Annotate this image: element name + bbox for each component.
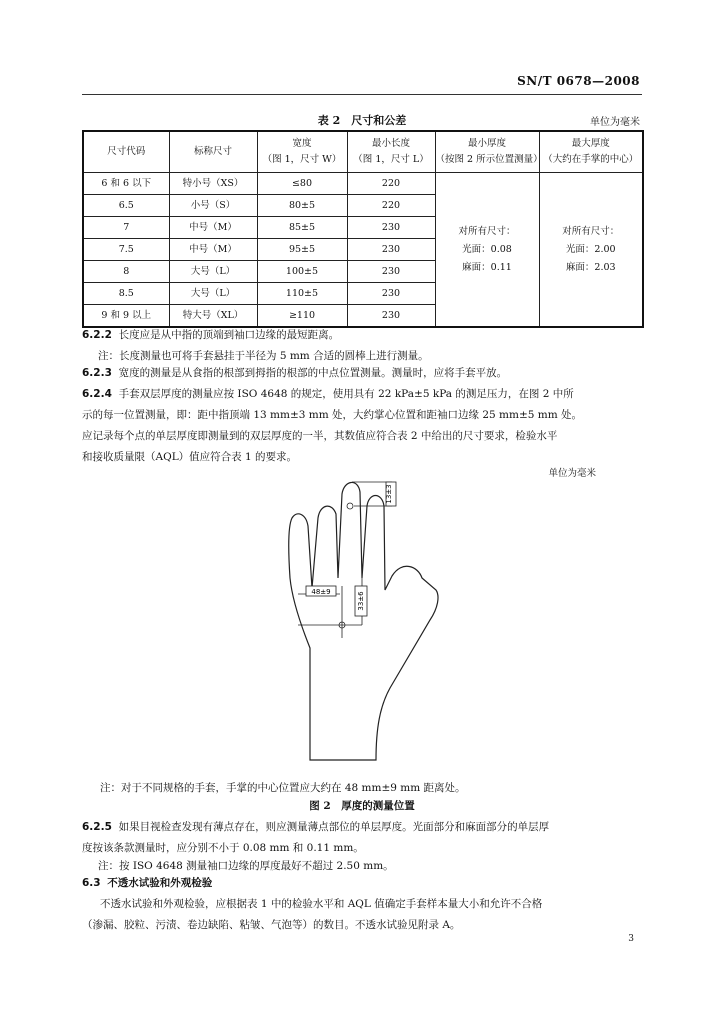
max-thickness-cell: 对所有尺寸： 光面：2.00 麻面：2.03 [539, 173, 643, 328]
header-rule [82, 94, 642, 95]
header-min-length: 最小长度 （图 1，尺寸 L） [347, 131, 435, 173]
label-13: 13±3 [385, 484, 393, 504]
clause-6-2-4-line2: 示的每一位置测量，即：距中指顶端 13 mm±3 mm 处，大约掌心位置和距袖口边缘 25 mm±5 mm 处。 [82, 409, 583, 421]
clause-6-2-4-line4: 和接收质量限（AQL）值应符合表 1 的要求。 [82, 451, 298, 463]
figure-note: 注：对于不同规格的手套，手掌的中心位置应大约在 48 mm±9 mm 距离处。 [100, 782, 466, 794]
clause-6-2-4-line1: 6.2.4 手套双层厚度的测量应按 ISO 4648 的规定，使用具有 22 kPa±5 kPa 的测足压力，在图 2 中所 [82, 388, 574, 400]
label-33: 33±6 [357, 591, 365, 611]
table-unit: 单位为毫米 [590, 117, 640, 128]
table-row: 9 和 9 以上 特大号（XL） ≥110 230 [83, 305, 643, 328]
header-size-code: 尺寸代码 [83, 131, 169, 173]
figure-caption: 图 2 厚度的测量位置 [309, 800, 415, 812]
clause-6-2-5-line1: 6.2.5 如果目视检查发现有薄点存在，则应测量薄点部位的单层厚度。光面部分和麻面部分的单层厚 [82, 821, 550, 833]
header-width: 宽度 （图 1，尺寸 W） [257, 131, 347, 173]
point-finger-tip [347, 503, 353, 509]
section-6-3-heading: 6.3 不透水试验和外观检验 [82, 877, 213, 889]
glove-outline [289, 482, 438, 760]
table-row: 7.5 中号（M） 95±5 230 [83, 239, 643, 261]
note-6-2-2: 注：长度测量也可将手套悬挂于半径为 5 mm 合适的圆棒上进行测量。 [98, 350, 429, 362]
page-number: 3 [628, 934, 634, 944]
table-row: 6 和 6 以下 特小号（XS） ≤80 220 对所有尺寸： 光面：0.08 麻面：0.11 对所有尺寸： 光面：2.00 麻面：2.03 [83, 173, 643, 195]
label-48: 48±9 [311, 588, 331, 596]
note-6-2-5: 注：按 ISO 4648 测量袖口边缘的厚度最好不超过 2.50 mm。 [98, 860, 394, 872]
header-min-thickness: 最小厚度 （按图 2 所示位置测量） [435, 131, 539, 173]
clause-6-2-5-line2: 度按该条款测量时，应分别不小于 0.08 mm 和 0.11 mm。 [82, 842, 364, 854]
clause-6-2-2: 6.2.2 长度应是从中指的顶端到袖口边缘的最短距离。 [82, 329, 340, 341]
header-nominal-size: 标称尺寸 [169, 131, 257, 173]
section-6-3-line1: 不透水试验和外观检验，应根据表 1 中的检验水平和 AQL 值确定手套样本量大小和允许不合格 [100, 898, 543, 910]
figure-unit: 单位为毫米 [548, 468, 596, 479]
clause-6-2-4-line3: 应记录每个点的单层厚度即测量到的双层厚度的一半，其数值应符合表 2 中给出的尺寸要求，检验水平 [82, 430, 558, 442]
document-code: SN/T 0678—2008 [517, 74, 640, 88]
table-row: 6.5 小号（S） 80±5 220 [83, 195, 643, 217]
glove-diagram [270, 478, 460, 768]
header-max-thickness: 最大厚度 （大约在手掌的中心） [539, 131, 643, 173]
section-6-3-line2: （渗漏、胶粒、污渍、卷边缺陷、粘皱、气泡等）的数目。不透水试验见附录 A。 [82, 919, 461, 931]
table-row: 8 大号（L） 100±5 230 [83, 261, 643, 283]
clause-6-2-3: 6.2.3 宽度的测量是从食指的根部到拇指的根部的中点位置测量。测量时，应将手套平放。 [82, 367, 508, 379]
min-thickness-cell: 对所有尺寸： 光面：0.08 麻面：0.11 [435, 173, 539, 328]
table-header-row [83, 131, 643, 173]
table-row: 8.5 大号（L） 110±5 230 [83, 283, 643, 305]
table-caption: 表 2 尺寸和公差 [317, 114, 407, 127]
table-row: 7 中号（M） 85±5 230 [83, 217, 643, 239]
size-tolerance-table [82, 130, 644, 328]
